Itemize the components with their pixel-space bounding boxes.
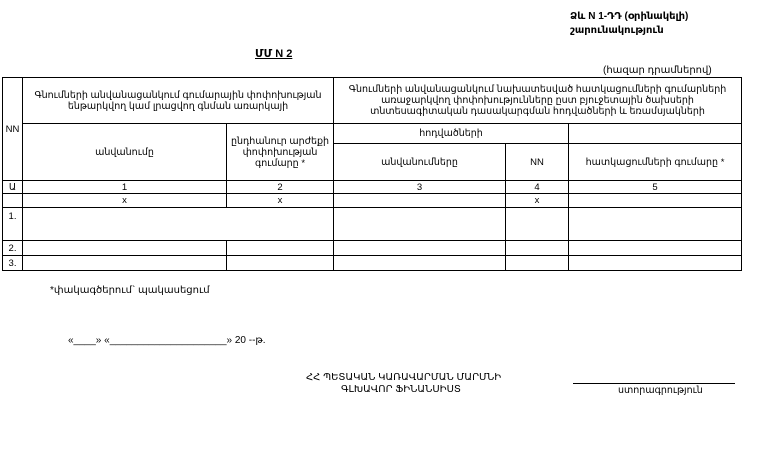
data-cell[interactable] [227, 256, 334, 271]
data-cell[interactable] [506, 256, 569, 271]
nn-header: NN [3, 78, 23, 181]
x-cell: x [506, 194, 569, 208]
x-cell: x [227, 194, 334, 208]
footnote: *փակագծերում` պակասեցում [50, 285, 210, 296]
data-cell[interactable] [569, 208, 742, 241]
table-row [3, 208, 742, 241]
row-index: 1. [3, 208, 23, 241]
data-cell[interactable] [334, 241, 506, 256]
change-amount-header: ընդհանուր արժեքի փոփոխության գումարը * [227, 124, 334, 181]
data-cell[interactable] [334, 208, 506, 241]
data-cell[interactable] [23, 208, 334, 241]
data-cell[interactable] [506, 208, 569, 241]
data-cell[interactable] [569, 256, 742, 271]
item-name-header: անվանումը [23, 124, 227, 181]
column-number-cell: 2 [227, 181, 334, 194]
data-cell[interactable] [506, 241, 569, 256]
row-index: 3. [3, 256, 23, 271]
authority-title-line1: ՀՀ ՊԵՏԱԿԱՆ ԿԱՌԱՎԱՐՄԱՆ ՄԱՐՄՆԻ [306, 372, 502, 383]
row-index: 2. [3, 241, 23, 256]
date-line: «____» «_____________________» 20 --թ. [68, 335, 266, 346]
proposed-changes-header: Գնումների անվանացանկում նախատեսված հատկացումների գումարների առաջարկվող փոփոխությունները ըստ բյուջետային ծախսերի տնտեսագիտական դասակարգման հոդվածների և եռամսյակների [334, 78, 742, 124]
column-number-cell: 4 [506, 181, 569, 194]
x-cell [569, 194, 742, 208]
column-number-cell: 3 [334, 181, 506, 194]
data-cell[interactable] [227, 241, 334, 256]
unit-note: (հազար դրամներով) [603, 65, 712, 76]
data-cell[interactable] [569, 241, 742, 256]
form-title: ՄՄ N 2 [255, 48, 293, 60]
allocation-amount-header: հատկացումների գումարը * [569, 144, 742, 181]
procurement-item-header: Գնումների անվանացանկում գումարային փոփոխության ենթարկվող կամ լրացվող գնման առարկայի [23, 78, 334, 124]
articles-header: հոդվածների [334, 124, 569, 144]
column-number-cell: 5 [569, 181, 742, 194]
article-nn-header: NN [506, 144, 569, 181]
allocation-change-table [2, 77, 742, 271]
data-cell[interactable] [334, 256, 506, 271]
table-row [3, 256, 742, 271]
article-names-header: անվանումները [334, 144, 506, 181]
authority-title-line2: ԳԼԽԱՎՈՐ ՖԻՆԱՆՍԻՍՏ [341, 384, 461, 395]
x-row [3, 194, 742, 208]
data-cell[interactable] [23, 256, 227, 271]
signature-label: ստորագրություն [618, 385, 703, 396]
signature-line [573, 383, 735, 384]
column-number-cell: Ա [3, 181, 23, 194]
x-cell: x [23, 194, 227, 208]
appendix-subtitle: շարունակություն [570, 25, 664, 36]
column-number-row [3, 181, 742, 194]
empty-header-cell [569, 124, 742, 144]
table-row [3, 241, 742, 256]
data-cell[interactable] [23, 241, 227, 256]
x-cell [334, 194, 506, 208]
appendix-title: Ձև N 1-ԴԴ (օրինակելի) [570, 11, 689, 22]
x-cell [3, 194, 23, 208]
column-number-cell: 1 [23, 181, 227, 194]
